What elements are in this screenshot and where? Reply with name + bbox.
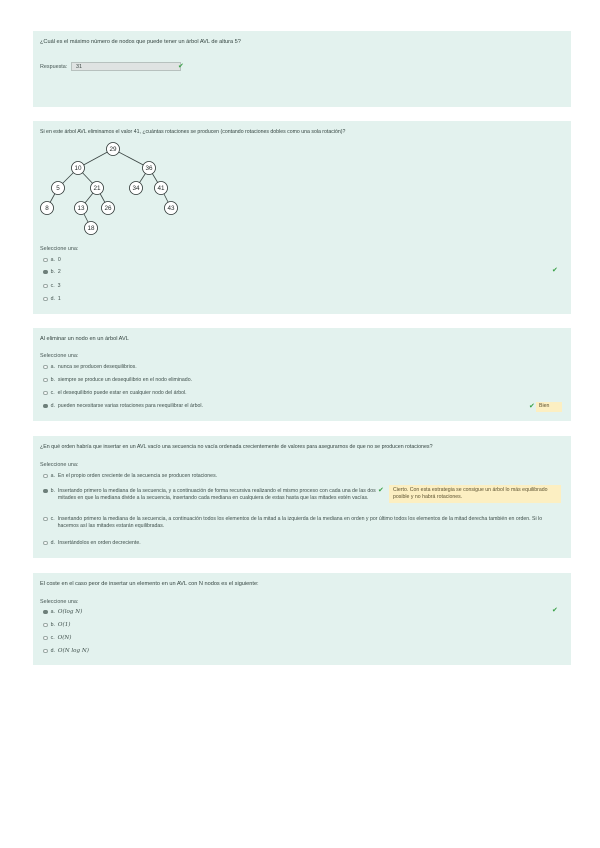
option-c[interactable]: c. 3 <box>43 283 61 290</box>
check-icon: ✔ <box>378 487 384 494</box>
radio-icon[interactable] <box>43 623 48 628</box>
option-c[interactable]: c. O(N) <box>43 635 72 642</box>
option-a[interactable]: a. 0 <box>43 257 61 264</box>
tree-node: 21 <box>93 185 101 193</box>
option-b[interactable]: b. O(1) <box>43 622 70 629</box>
answer-label: Respuesta: <box>40 64 68 70</box>
question-card-2 <box>33 121 571 314</box>
tree-node: 36 <box>145 165 153 173</box>
question-text: ¿Cuál es el máximo número de nodos que puede tener un árbol AVL de altura 5? <box>40 39 241 45</box>
tree-node: 18 <box>87 225 95 233</box>
question-text: El coste en el caso peor de insertar un elemento en un AVL con N nodos es el siguiente: <box>40 581 259 587</box>
question-card-4 <box>33 436 571 558</box>
select-label: Seleccione una: <box>40 246 79 252</box>
option-b[interactable]: b. siempre se produce un desequilibrio en el nodo eliminado. <box>43 377 192 384</box>
question-card-5 <box>33 573 571 665</box>
question-card-3 <box>33 328 571 421</box>
option-a[interactable]: a. En el propio orden creciente de la secuencia se producen rotaciones. <box>43 473 217 480</box>
radio-icon[interactable] <box>43 541 48 546</box>
question-text: ¿En qué orden habría que insertar en un AVL vacío una secuencia no vacía ordenada crecientemente de valores para asegurarnos de que no se producen rotaciones? <box>40 444 433 450</box>
radio-icon[interactable] <box>43 297 48 302</box>
option-b[interactable]: b. 2 <box>43 269 61 276</box>
tree-node: 29 <box>109 146 117 154</box>
option-d[interactable]: d. Insertándolos en orden decreciente. <box>43 540 141 547</box>
radio-selected-icon[interactable] <box>43 610 48 615</box>
feedback-box: Cierto. Con esta estrategia se consigue un árbol lo más equilibrado posible y no habrá rotaciones. <box>389 485 561 503</box>
radio-icon[interactable] <box>43 636 48 641</box>
radio-icon[interactable] <box>43 474 48 479</box>
question-text: Si en este árbol AVL eliminamos el valor 41, ¿cuántas rotaciones se producen (contando rotaciones dobles como una sola rotación)? <box>40 129 346 135</box>
select-label: Seleccione una: <box>40 599 79 605</box>
tree-node: 5 <box>56 185 60 193</box>
radio-icon[interactable] <box>43 365 48 370</box>
option-a[interactable]: a. nunca se producen desequilibrios. <box>43 364 137 371</box>
tree-node: 41 <box>157 185 165 193</box>
radio-selected-icon[interactable] <box>43 404 48 409</box>
option-c[interactable]: c. Insertando primero la mediana de la secuencia, a continuación todos los elementos de la mitad a la izquierda de la mediana en orden y por último todos los elementos de la mitad derecha también en orden. Si lo hacemos así las mitades estarán equilibradas. <box>43 516 563 529</box>
tree-node: 26 <box>104 205 112 213</box>
option-d[interactable]: d. O(N log N) <box>43 648 89 655</box>
radio-icon[interactable] <box>43 284 48 289</box>
option-d[interactable]: d. 1 <box>43 296 61 303</box>
radio-icon[interactable] <box>43 258 48 263</box>
select-label: Seleccione una: <box>40 353 79 359</box>
radio-icon[interactable] <box>43 649 48 654</box>
tree-node: 13 <box>77 205 85 213</box>
check-icon: ✔ <box>178 63 184 70</box>
radio-icon[interactable] <box>43 391 48 396</box>
radio-icon[interactable] <box>43 517 48 522</box>
question-text: Al eliminar un nodo en un árbol AVL <box>40 336 129 342</box>
radio-selected-icon[interactable] <box>43 489 48 494</box>
tree-node: 8 <box>45 205 49 213</box>
option-a[interactable]: a. O(log N) <box>43 609 82 616</box>
radio-icon[interactable] <box>43 378 48 383</box>
option-d[interactable]: d. pueden necesitarse varias rotaciones para reequilibrar el árbol. <box>43 403 203 410</box>
tree-node: 10 <box>74 165 82 173</box>
question-card-1 <box>33 31 571 107</box>
avl-tree-diagram <box>33 121 203 241</box>
feedback-box: Bien <box>536 402 562 412</box>
select-label: Seleccione una: <box>40 462 79 468</box>
tree-node: 43 <box>167 205 175 213</box>
option-c[interactable]: c. el desequilibrio puede estar en cualquier nodo del árbol. <box>43 390 187 397</box>
check-icon: ✔ <box>529 403 535 410</box>
option-b[interactable]: b. Insertando primero la mediana de la secuencia, y a continuación de forma recursiva realizando el mismo proceso con cada una de las dos mitades en que la mediana divide a la secuencia, insertando cada mediana en cualquiera de estas hasta que las mitades estén vacías. <box>43 488 383 501</box>
answer-field[interactable]: 31 <box>71 62 181 71</box>
radio-selected-icon[interactable] <box>43 270 48 275</box>
tree-node: 34 <box>132 185 140 193</box>
check-icon: ✔ <box>552 607 558 614</box>
check-icon: ✔ <box>552 267 558 274</box>
